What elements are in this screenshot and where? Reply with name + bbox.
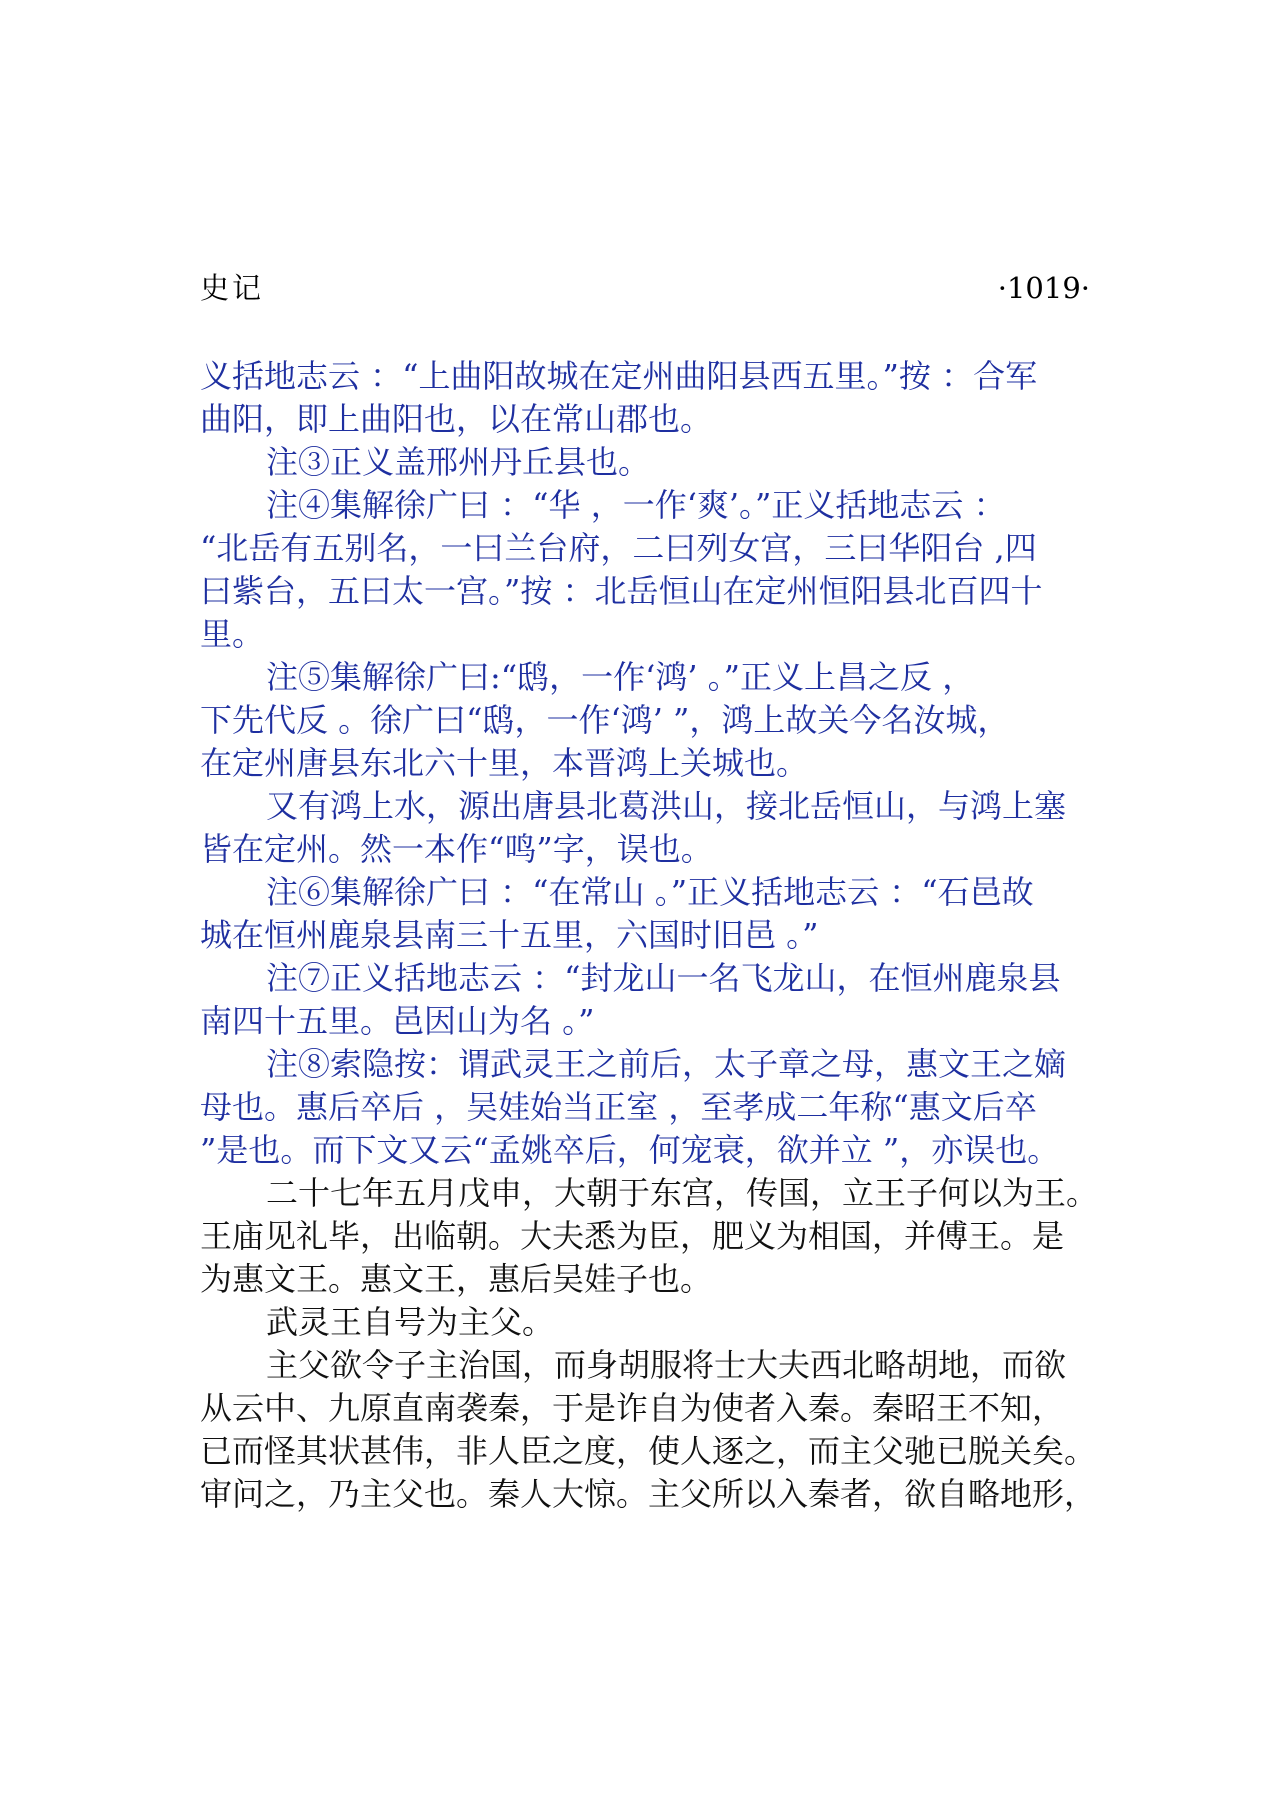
annotation-line: 注③正义盖邢州丹丘县也。 <box>266 443 651 481</box>
page-header <box>200 268 1090 308</box>
main-text-line: 王庙见礼毕，出临朝。大夫悉为臣，肥义为相国，并傅王。是 <box>200 1217 1065 1255</box>
annotation-line: 曲阳，即上曲阳也，以在常山郡也。 <box>200 400 713 438</box>
main-text-line: 武灵王自号为主父。 <box>266 1303 555 1341</box>
annotation-line: 注⑧索隐按：谓武灵王之前后，太子章之母，惠文王之嫡 <box>266 1045 1067 1083</box>
annotation-line: 在定州唐县东北六十里，本晋鸿上关城也。 <box>200 744 809 782</box>
main-text-line: 二十七年五月戊申，大朝于东宫，传国，立王子何以为王。 <box>266 1174 1099 1212</box>
main-text-line: 主父欲令子主治国，而身胡服将士大夫西北略胡地，而欲 <box>266 1346 1067 1384</box>
main-text-line: 审问之，乃主父也。秦人大惊。主父所以入秦者，欲自略地形， <box>200 1475 1097 1513</box>
annotation-line: 注⑤集解徐广曰:“鸱，一作‘鸿’ 。”正义上昌之反 ， <box>266 658 975 696</box>
book-title: 史记 <box>200 271 265 305</box>
annotation-line: 下先代反 。徐广曰“鸱，一作‘鸿’ ”，鸿上故关今名汝城， <box>200 701 1010 739</box>
annotation-line: 里。 <box>200 615 265 653</box>
annotation-line: 又有鸿上水，源出唐县北葛洪山，接北岳恒山，与鸿上塞 <box>266 787 1067 825</box>
annotation-line: 注⑦正义括地志云 ：“封龙山一名飞龙山，在恒州鹿泉县 <box>266 959 1061 997</box>
annotation-line: ”是也。而下文又云“孟姚卒后，何宠衰，欲并立 ”，亦误也。 <box>200 1131 1060 1169</box>
annotation-line: 曰紫台，五曰太一宫。”按 ：北岳恒山在定州恒阳县北百四十 <box>200 572 1043 610</box>
annotation-line: 注④集解徐广曰 ：“华 ，一作‘爽’。”正义括地志云 ： <box>266 486 1006 524</box>
annotation-line: 注⑥集解徐广曰 ：“在常山 。”正义括地志云 ：“石邑故 <box>266 873 1034 911</box>
annotation-line: 南四十五里。邑因山为名 。” <box>200 1002 595 1040</box>
page-number: ·1019· <box>997 271 1090 305</box>
annotation-line: 城在恒州鹿泉县南三十五里，六国时旧邑 。” <box>200 916 819 954</box>
main-text-line: 从云中、九原直南袭秦，于是诈自为使者入秦。秦昭王不知， <box>200 1389 1065 1427</box>
main-text-line: 已而怪其状甚伟，非人臣之度，使人逐之，而主父驰已脱关矣。 <box>200 1432 1097 1470</box>
main-text-line: 为惠文王。惠文王，惠后吴娃子也。 <box>200 1260 713 1298</box>
body-text <box>200 355 1110 1516</box>
annotation-line: 皆在定州。然一本作“鸣”字，误也。 <box>200 830 713 868</box>
annotation-line: 母也。惠后卒后 ，吴娃始当正室 ，至孝成二年称“惠文后卒 <box>200 1088 1037 1126</box>
annotation-line: “北岳有五别名，一曰兰台府，二曰列女宫，三曰华阳台 ,四 <box>200 529 1037 567</box>
annotation-line: 义括地志云 ：“上曲阳故城在定州曲阳县西五里。”按 ：合军 <box>200 357 1038 395</box>
